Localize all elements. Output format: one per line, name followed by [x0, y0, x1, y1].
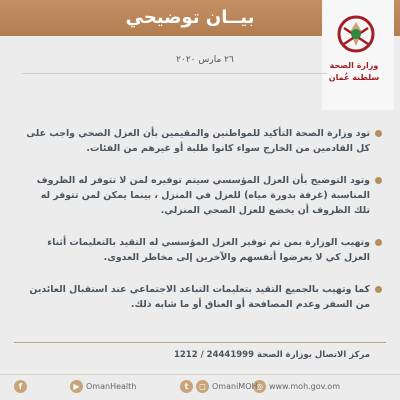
- statement-body: [22, 126, 382, 329]
- paragraph: [22, 282, 382, 312]
- paragraph-text: وتهيب الوزارة بمن تم توفير العزل المؤسسي له التقيد بالتعليمات أثناء العزل كي لا يعرضوا أنفسهم والآخرين إلى مخاطر العدوى.: [47, 237, 370, 263]
- social-handle-health[interactable]: [70, 378, 136, 394]
- paragraph: [22, 235, 382, 265]
- bullet-icon: [375, 239, 382, 246]
- social-handle-text: OmaniMOH: [212, 381, 258, 391]
- paragraph: [22, 173, 382, 218]
- statement-date: ٢٦ مارس ٢٠٢٠: [176, 55, 234, 65]
- paragraph-text: تود وزارة الصحة التأكيد للمواطنين والمقيمين بأن العزل الصحي واجب على كل القادمين من الخارج سواء كانوا طلبة أو غيرهم من الفئات.: [26, 128, 370, 154]
- social-handle-moh[interactable]: [180, 378, 258, 394]
- facebook-icon: f: [14, 380, 27, 393]
- youtube-icon: ▶: [70, 380, 83, 393]
- ministry-line1: وزارة الصحة: [329, 61, 379, 70]
- bullet-icon: [375, 177, 382, 184]
- paragraph: [22, 126, 382, 156]
- instagram-icon: ◻: [196, 380, 209, 393]
- oman-emblem-icon: [336, 14, 376, 58]
- bullet-icon: [375, 130, 382, 137]
- website-link[interactable]: [253, 378, 340, 394]
- facebook-link[interactable]: [14, 378, 30, 394]
- date-divider: [22, 73, 327, 74]
- page-title: بيــان توضيحي: [125, 7, 255, 28]
- globe-icon: ◎: [253, 380, 266, 393]
- contact-line: مركز الاتصال بوزارة الصحة 24441999 / 1212: [173, 350, 370, 360]
- social-handle-text: OmanHealth: [86, 381, 137, 391]
- logo-panel: [322, 0, 394, 110]
- paragraph-text: وتود التوضيح بأن العزل المؤسسي سيتم توفيره لمن لا تتوفر له الظروف المناسبة (غرفة بدورة مياه) للعزل في المنزل ، بينما يمكن لمن تتوفر له تلك الظروف أن يخضع للعزل الصحي المنزلي.: [36, 175, 370, 216]
- footer-divider: [14, 342, 386, 343]
- bullet-icon: [375, 286, 382, 293]
- ministry-line2: سلطنة عُمان: [328, 73, 380, 82]
- ministry-name: [322, 60, 386, 88]
- website-text: www.moh.gov.om: [268, 381, 340, 391]
- twitter-icon: t: [180, 380, 193, 393]
- paragraph-text: كما وتهيب بالجميع التقيد بتعليمات التباعد الاجتماعي عند استقبال العائدين من السفر وعدم المصافحة أو العناق أو ما شابه ذلك.: [29, 284, 370, 310]
